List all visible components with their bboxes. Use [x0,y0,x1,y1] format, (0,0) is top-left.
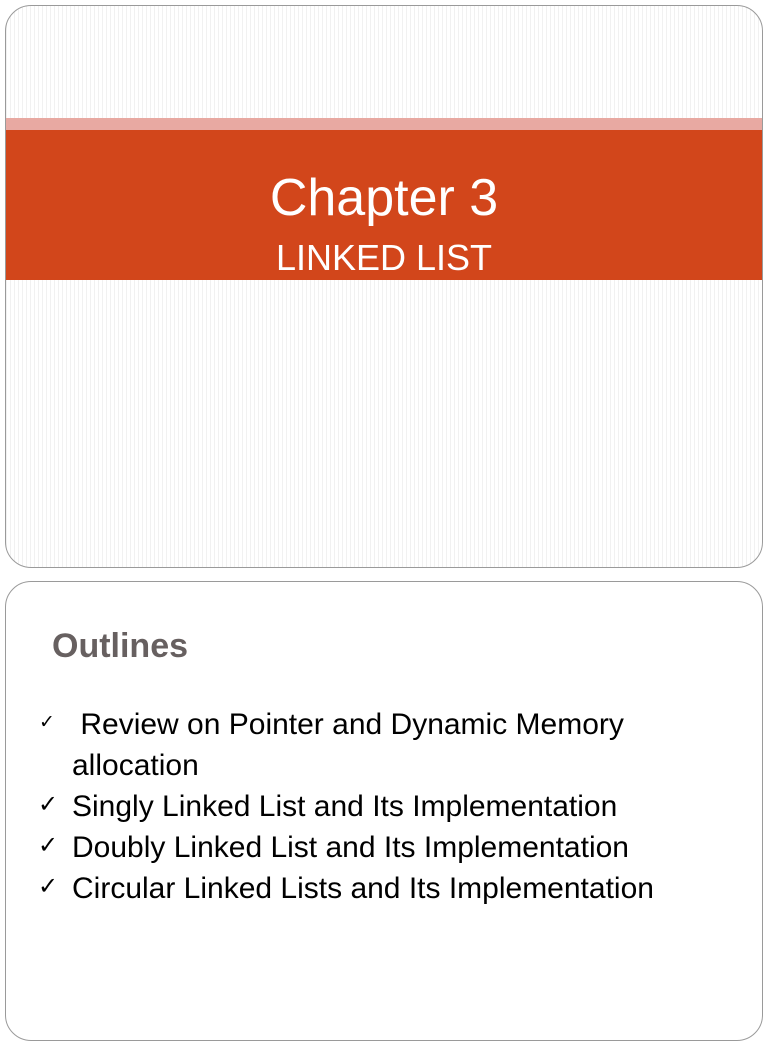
slide-subtitle: LINKED LIST [275,237,493,278]
outline-heading: Outlines [52,627,189,665]
outline-item [36,786,746,827]
checkmark-icon: ✓ [38,790,59,818]
outline-list [36,704,746,909]
accent-stripe [6,118,762,130]
slide-title: Chapter 3 [269,169,499,227]
outline-item [36,868,746,909]
outline-item-text: Doubly Linked List and Its Implementation [72,831,629,864]
title-slide [5,5,763,568]
outline-item [36,827,746,868]
outline-item-text: Review on Pointer and Dynamic Memory allocation [72,708,633,782]
outline-item-text: Singly Linked List and Its Implementation [72,790,618,823]
checkmark-icon: ✓ [38,872,59,900]
outline-item-text: Circular Linked Lists and Its Implementation [72,872,654,905]
outline-item [36,704,746,786]
outline-slide [5,581,763,1041]
checkmark-icon: ✓ [39,711,55,733]
checkmark-icon: ✓ [38,831,59,859]
